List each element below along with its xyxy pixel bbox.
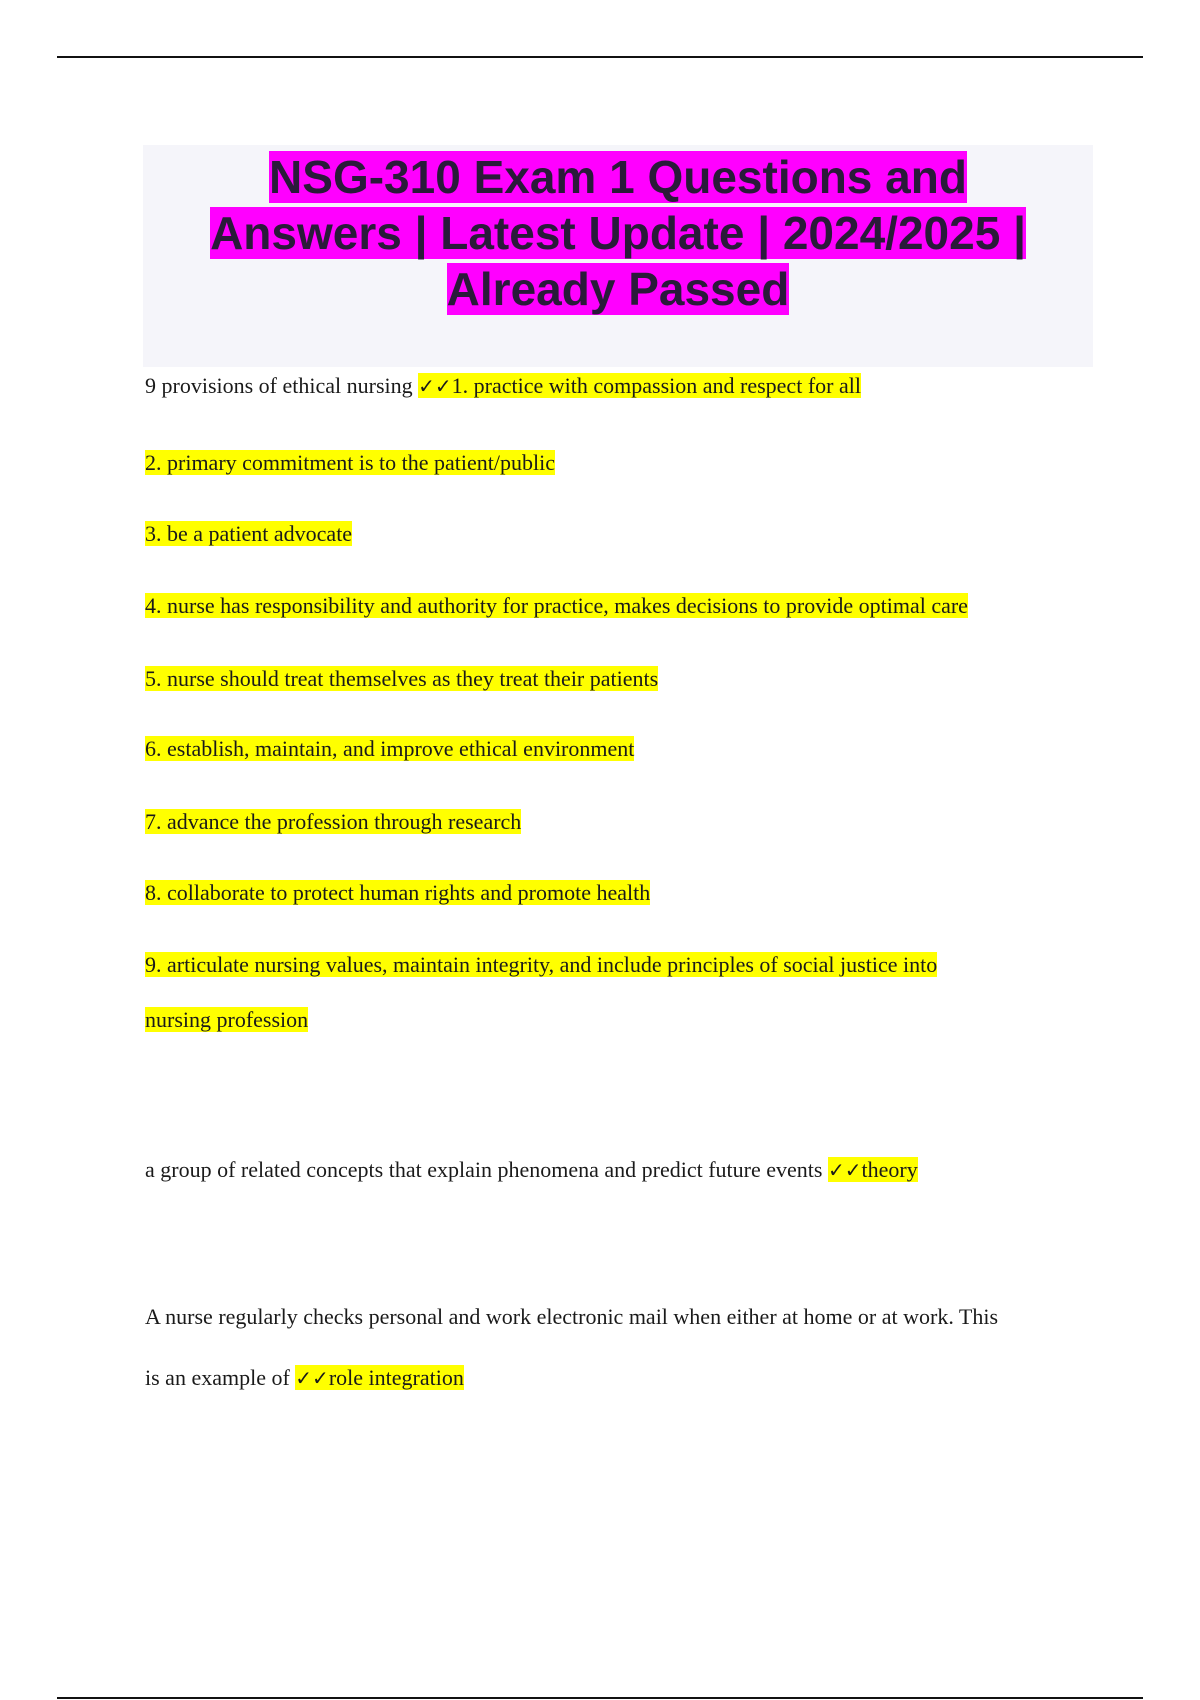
answer-1-line-10: nursing profession xyxy=(145,1007,309,1032)
checkmark-icon: ✓✓ xyxy=(827,1158,862,1182)
answer-1-line-1: ✓✓1. practice with compassion and respect for all xyxy=(418,373,861,398)
answer-1-line-2: 2. primary commitment is to the patient/public xyxy=(145,450,555,475)
answer-1-line-7: 7. advance the profession through research xyxy=(145,809,522,834)
checkmark-icon: ✓✓ xyxy=(418,374,452,398)
answer-1-line-8: 8. collaborate to protect human rights and promote health xyxy=(145,880,651,905)
question-1 xyxy=(145,371,861,401)
answer-1-line-9: 9. articulate nursing values, maintain integrity, and include principles of social justice into xyxy=(145,952,938,977)
title-line-2: Answers | Latest Update | 2024/2025 | xyxy=(210,207,1026,259)
question-3-line-1: A nurse regularly checks personal and work electronic mail when either at home or at work. This xyxy=(145,1304,999,1329)
bottom-rule xyxy=(57,1697,1143,1699)
top-rule xyxy=(57,56,1143,58)
title-line-1: NSG-310 Exam 1 Questions and xyxy=(269,151,967,203)
title-block xyxy=(143,145,1093,367)
title-line-3: Already Passed xyxy=(446,263,790,315)
answer-2: ✓✓theory xyxy=(827,1157,918,1182)
document-title xyxy=(143,149,1093,317)
question-2 xyxy=(145,1155,918,1185)
answer-1-line-6: 6. establish, maintain, and improve ethical environment xyxy=(145,736,635,761)
question-2-text: a group of related concepts that explain phenomena and predict future events xyxy=(145,1157,823,1182)
answer-1-line-5: 5. nurse should treat themselves as they treat their patients xyxy=(145,666,659,691)
checkmark-icon: ✓✓ xyxy=(295,1366,329,1390)
question-3-line-2: is an example of ✓✓role integration xyxy=(145,1365,464,1390)
answer-1-line-3: 3. be a patient advocate xyxy=(145,521,353,546)
answer-1-line-4: 4. nurse has responsibility and authority for practice, makes decisions to provide optimal care xyxy=(145,593,968,618)
answer-3: ✓✓role integration xyxy=(295,1365,464,1390)
question-1-text: 9 provisions of ethical nursing xyxy=(145,373,413,398)
